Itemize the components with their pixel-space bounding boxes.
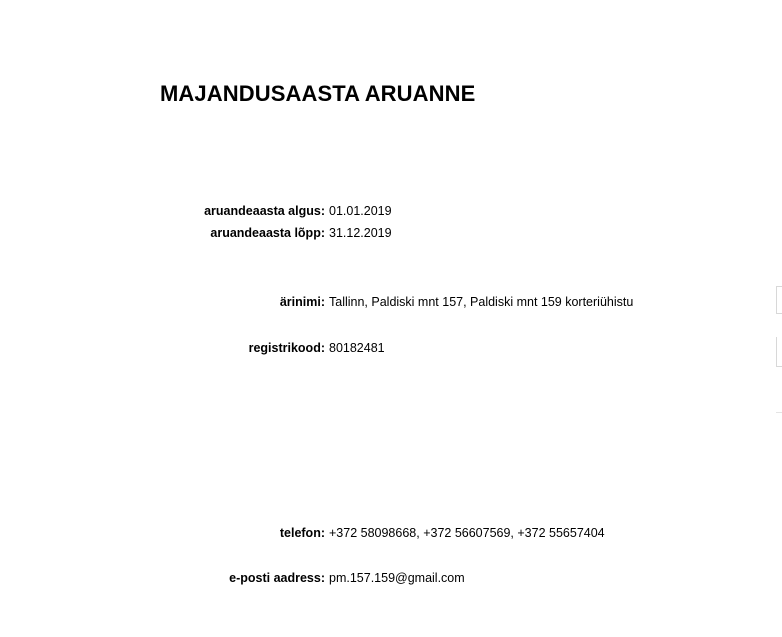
field-row-period-end (0, 225, 782, 241)
field-value: 80182481 (329, 341, 385, 355)
field-value: Tallinn, Paldiski mnt 157, Paldiski mnt 159 korteriühistu (329, 295, 634, 309)
field-row-registry-code (0, 340, 782, 356)
field-label: telefon: (279, 526, 325, 540)
field-label: registrikood: (248, 341, 325, 355)
edge-divider (776, 412, 782, 413)
field-label: aruandeaasta algus: (204, 204, 325, 218)
page-title: MAJANDUSAASTA ARUANNE (160, 81, 476, 106)
field-value: 31.12.2019 (329, 226, 392, 240)
field-label: aruandeaasta lõpp: (210, 226, 325, 240)
field-value: +372 58098668, +372 56607569, +372 55657404 (329, 526, 605, 540)
field-row-phone (0, 525, 782, 541)
field-label: e-posti aadress: (229, 571, 325, 585)
field-value: 01.01.2019 (329, 204, 392, 218)
field-value: pm.157.159@gmail.com (329, 571, 465, 585)
edge-divider (776, 366, 782, 367)
edge-divider (776, 313, 782, 314)
edge-divider (776, 337, 777, 367)
field-label: ärinimi: (279, 295, 325, 309)
field-row-business-name (0, 294, 782, 310)
edge-divider (776, 286, 777, 314)
field-row-email (0, 570, 782, 586)
field-row-period-start (0, 203, 782, 219)
